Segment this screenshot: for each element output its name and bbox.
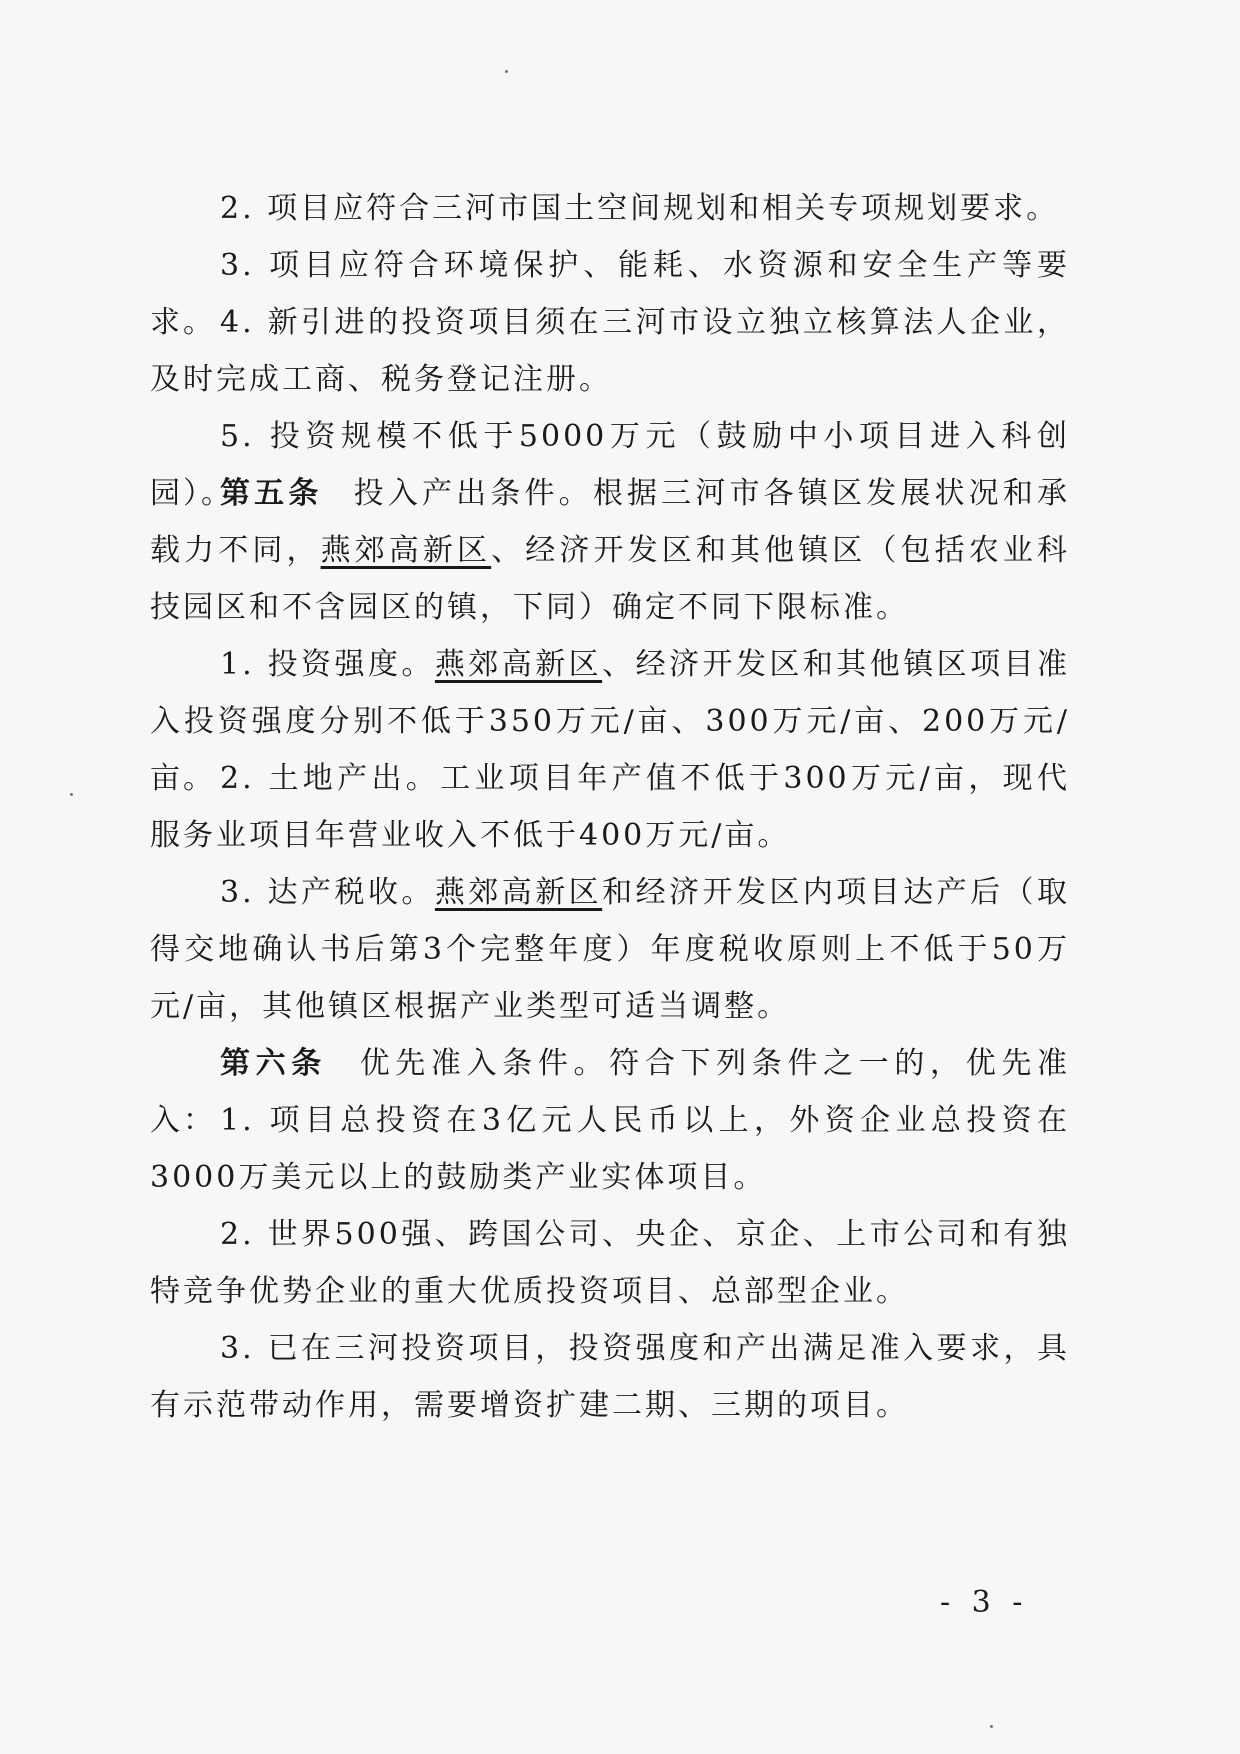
priority-item-2: 2. 世界500强、跨国公司、央企、京企、上市公司和有独特竞争优势企业的重大优质投资项目、总部型企业。	[150, 1217, 1070, 1309]
tax-text-b: 和经济开发区内项目达产后（取得交地确认书后第3个完整年度）年度税收原则上不低于50万元/亩，其他镇区根据产业类型可适当调整。	[150, 875, 1071, 1024]
article-5	[150, 465, 1070, 636]
priority-item-3: 3. 已在三河投资项目，投资强度和产出满足准入要求，具有示范带动作用，需要增资扩建二期、三期的项目。	[150, 1331, 1070, 1423]
priority-item-1: 1. 项目总投资在3亿元人民币以上，外资企业总投资在3000万美元以上的鼓励类产业实体项目。	[150, 1103, 1070, 1195]
page-number: - 3 -	[940, 1585, 1029, 1620]
scan-speck	[990, 1725, 993, 1728]
paragraph-item-3: 3. 项目应符合环境保护、能耗、水资源和安全生产等要求。	[150, 248, 1070, 340]
land-output-paragraph: 2. 土地产出。工业项目年产值不低于300万元/亩，现代服务业项目年营业收入不低于400万元/亩。	[150, 761, 1070, 853]
tax-underlined-zone: 燕郊高新区	[434, 875, 603, 910]
tax-text-a: 3. 达产税收。	[220, 875, 435, 910]
article-5-text-a: 投入产出条件。根据三河市各镇区发展状况和承载力不同，	[150, 476, 1070, 568]
article-6-label: 第六条	[220, 1046, 327, 1081]
paragraph-item-4: 4. 新引进的投资项目须在三河市设立独立核算法人企业，及时完成工商、税务登记注册。	[150, 305, 1070, 397]
article-5-text-b: 、经济开发区和其他镇区（包括农业科技园区和不含园区的镇，下同）确定不同下限标准。	[150, 533, 1071, 625]
paragraph-item-5: 5. 投资规模不低于5000万元（鼓励中小项目进入科创园）。	[150, 419, 1070, 511]
article-5-label: 第五条	[220, 476, 323, 511]
scan-speck	[70, 793, 73, 796]
investment-intensity-text-b: 、经济开发区和其他镇区项目准入投资强度分别不低于350万元/亩、300万元/亩、200万元/亩。	[150, 647, 1071, 796]
paragraph-item-2: 2. 项目应符合三河市国土空间规划和相关专项规划要求。	[220, 191, 1060, 226]
article-6-text: 优先准入条件。符合下列条件之一的，优先准入：	[150, 1046, 1071, 1138]
article-5-underlined-zone: 燕郊高新区	[320, 533, 492, 568]
investment-intensity-text-a: 1. 投资强度。	[220, 647, 435, 682]
investment-intensity-underlined-zone: 燕郊高新区	[434, 647, 603, 682]
tax-paragraph	[150, 864, 1070, 1035]
scan-speck	[505, 70, 508, 73]
